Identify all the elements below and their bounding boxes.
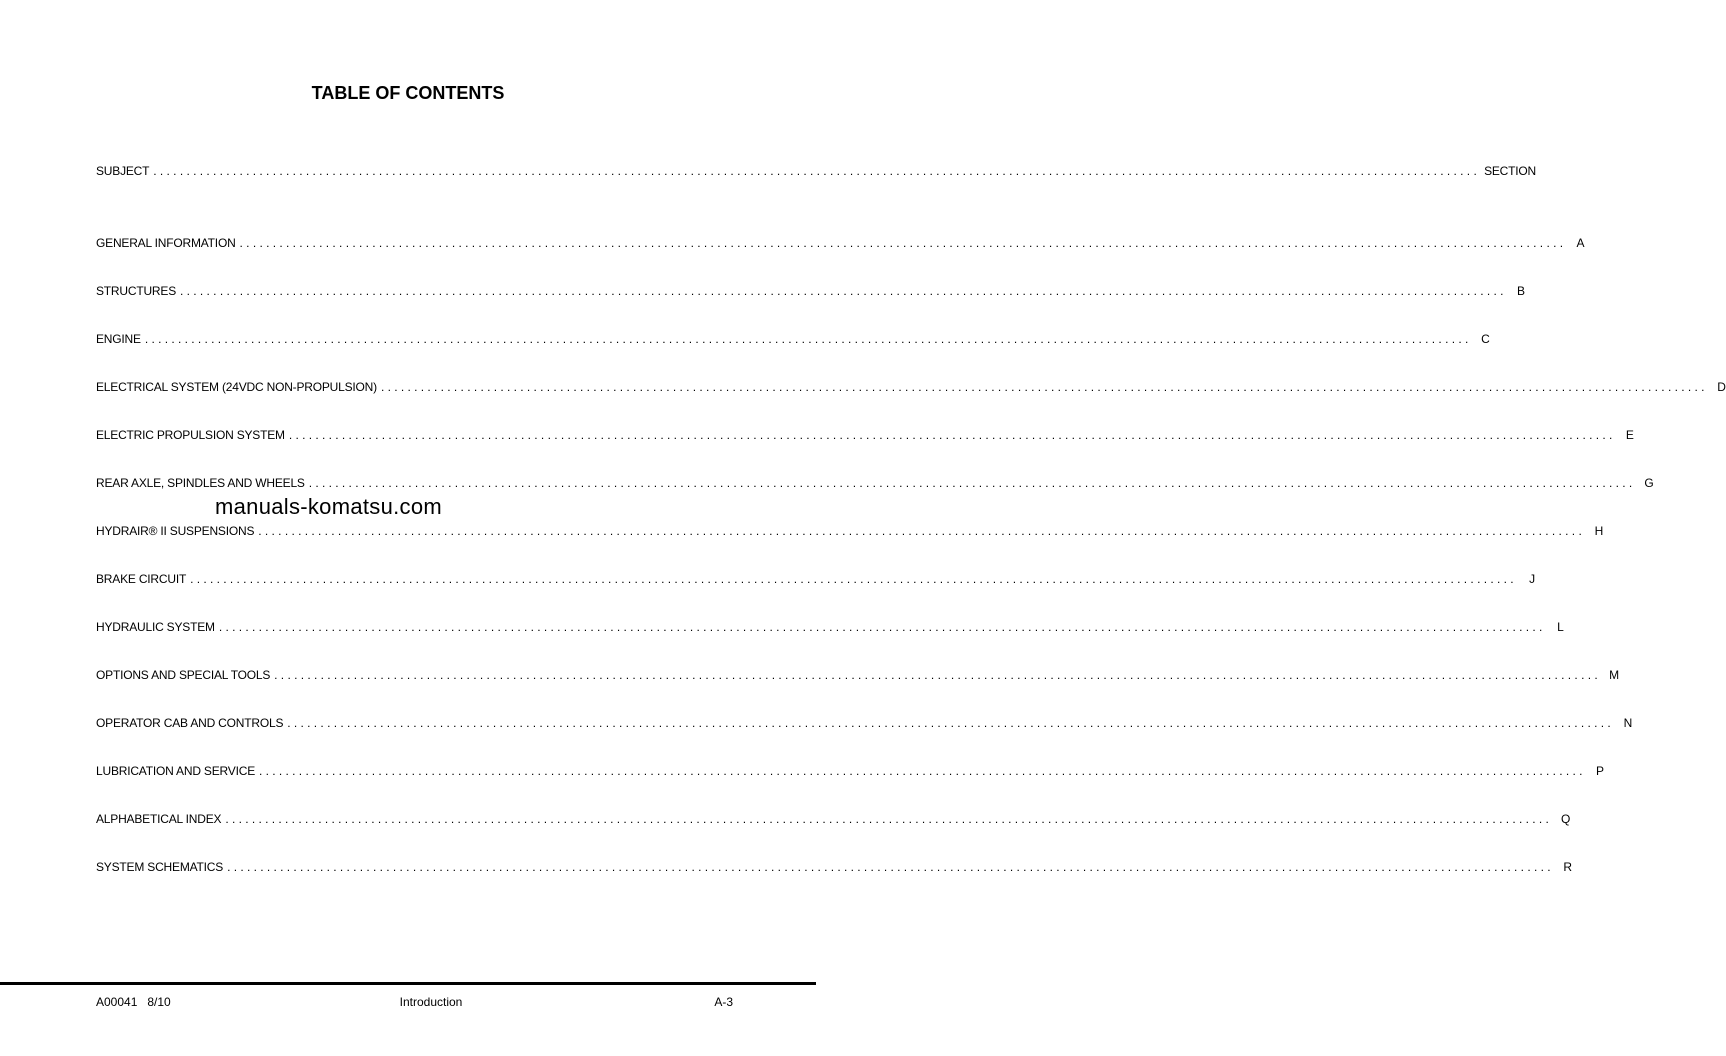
toc-entry[interactable]	[96, 523, 1604, 539]
toc-entry[interactable]	[96, 571, 1535, 587]
footer-chapter: Introduction	[399, 995, 463, 1009]
toc-section: J	[1529, 572, 1535, 586]
dot-leader: ........................................................................................................................................................................................................	[225, 812, 1553, 826]
page-title: TABLE OF CONTENTS	[311, 83, 505, 103]
toc-entry[interactable]	[96, 235, 1585, 251]
toc-entry[interactable]	[96, 763, 1604, 779]
toc-subject: ENGINE	[96, 332, 141, 346]
toc-subject: REAR AXLE, SPINDLES AND WHEELS	[96, 476, 305, 490]
dot-leader: ........................................................................................................................................................................................................	[287, 716, 1615, 730]
toc-subject: BRAKE CIRCUIT	[96, 572, 187, 586]
dot-leader: ........................................................................................................................................................................................................	[288, 428, 1616, 442]
toc-entry[interactable]	[96, 619, 1564, 635]
toc-subject: HYDRAIR® II SUSPENSIONS	[96, 524, 255, 538]
toc-section: Q	[1561, 812, 1571, 826]
toc-subject: OPTIONS AND SPECIAL TOOLS	[96, 668, 271, 682]
toc-subject: GENERAL INFORMATION	[96, 236, 236, 250]
footer-rule	[0, 982, 816, 985]
toc-section: E	[1625, 428, 1634, 442]
toc-section: A	[1576, 236, 1585, 250]
toc-subject: LUBRICATION AND SERVICE	[96, 764, 255, 778]
dot-leader: ........................................................................................................................................................................................................	[153, 164, 1481, 178]
dot-leader: ........................................................................................................................................................................................................	[227, 860, 1554, 874]
toc-entry[interactable]	[96, 379, 1726, 395]
toc-section: L	[1557, 620, 1564, 634]
toc-subject: ELECTRICAL SYSTEM (24VDC NON-PROPULSION)	[96, 380, 377, 394]
toc-entry[interactable]	[96, 331, 1490, 347]
subject-header: SUBJECT	[96, 164, 150, 178]
footer-doc-number: A00041 8/10	[96, 995, 171, 1009]
toc-section: D	[1717, 380, 1726, 394]
toc-section: R	[1563, 860, 1572, 874]
toc-subject: HYDRAULIC SYSTEM	[96, 620, 215, 634]
toc-entry[interactable]	[96, 475, 1654, 491]
toc-section: P	[1595, 764, 1604, 778]
toc-entry[interactable]	[96, 811, 1571, 827]
dot-leader: ........................................................................................................................................................................................................	[274, 668, 1601, 682]
toc-entry[interactable]	[96, 715, 1633, 731]
toc-subject: STRUCTURES	[96, 284, 177, 298]
dot-leader: ........................................................................................................................................................................................................	[190, 572, 1517, 586]
toc-header-row	[96, 163, 1537, 179]
dot-leader: ........................................................................................................................................................................................................	[258, 524, 1586, 538]
toc-section: C	[1481, 332, 1490, 346]
section-header: SECTION	[1484, 164, 1537, 178]
dot-leader: ........................................................................................................................................................................................................	[218, 620, 1546, 634]
toc-subject: OPERATOR CAB AND CONTROLS	[96, 716, 284, 730]
toc-section: M	[1609, 668, 1619, 682]
toc-subject: SYSTEM SCHEMATICS	[96, 860, 224, 874]
toc-subject: ELECTRIC PROPULSION SYSTEM	[96, 428, 285, 442]
toc-section: G	[1644, 476, 1654, 490]
toc-entry[interactable]	[96, 283, 1525, 299]
toc-section: H	[1594, 524, 1604, 538]
dot-leader: ........................................................................................................................................................................................................	[144, 332, 1472, 346]
toc-entry[interactable]	[96, 667, 1619, 683]
dot-leader: ........................................................................................................................................................................................................	[308, 476, 1636, 490]
watermark: manuals-komatsu.com	[215, 494, 442, 519]
toc-section: B	[1517, 284, 1525, 298]
dot-leader: ........................................................................................................................................................................................................	[180, 284, 1507, 298]
toc-section: N	[1623, 716, 1633, 730]
toc-subject: ALPHABETICAL INDEX	[96, 812, 222, 826]
dot-leader: ........................................................................................................................................................................................................	[259, 764, 1586, 778]
toc-entry[interactable]	[96, 427, 1634, 443]
dot-leader: ........................................................................................................................................................................................................	[239, 236, 1567, 250]
dot-leader: ........................................................................................................................................................................................................	[380, 380, 1708, 394]
footer-page-number: A-3	[714, 995, 733, 1009]
toc-entry[interactable]	[96, 859, 1572, 875]
